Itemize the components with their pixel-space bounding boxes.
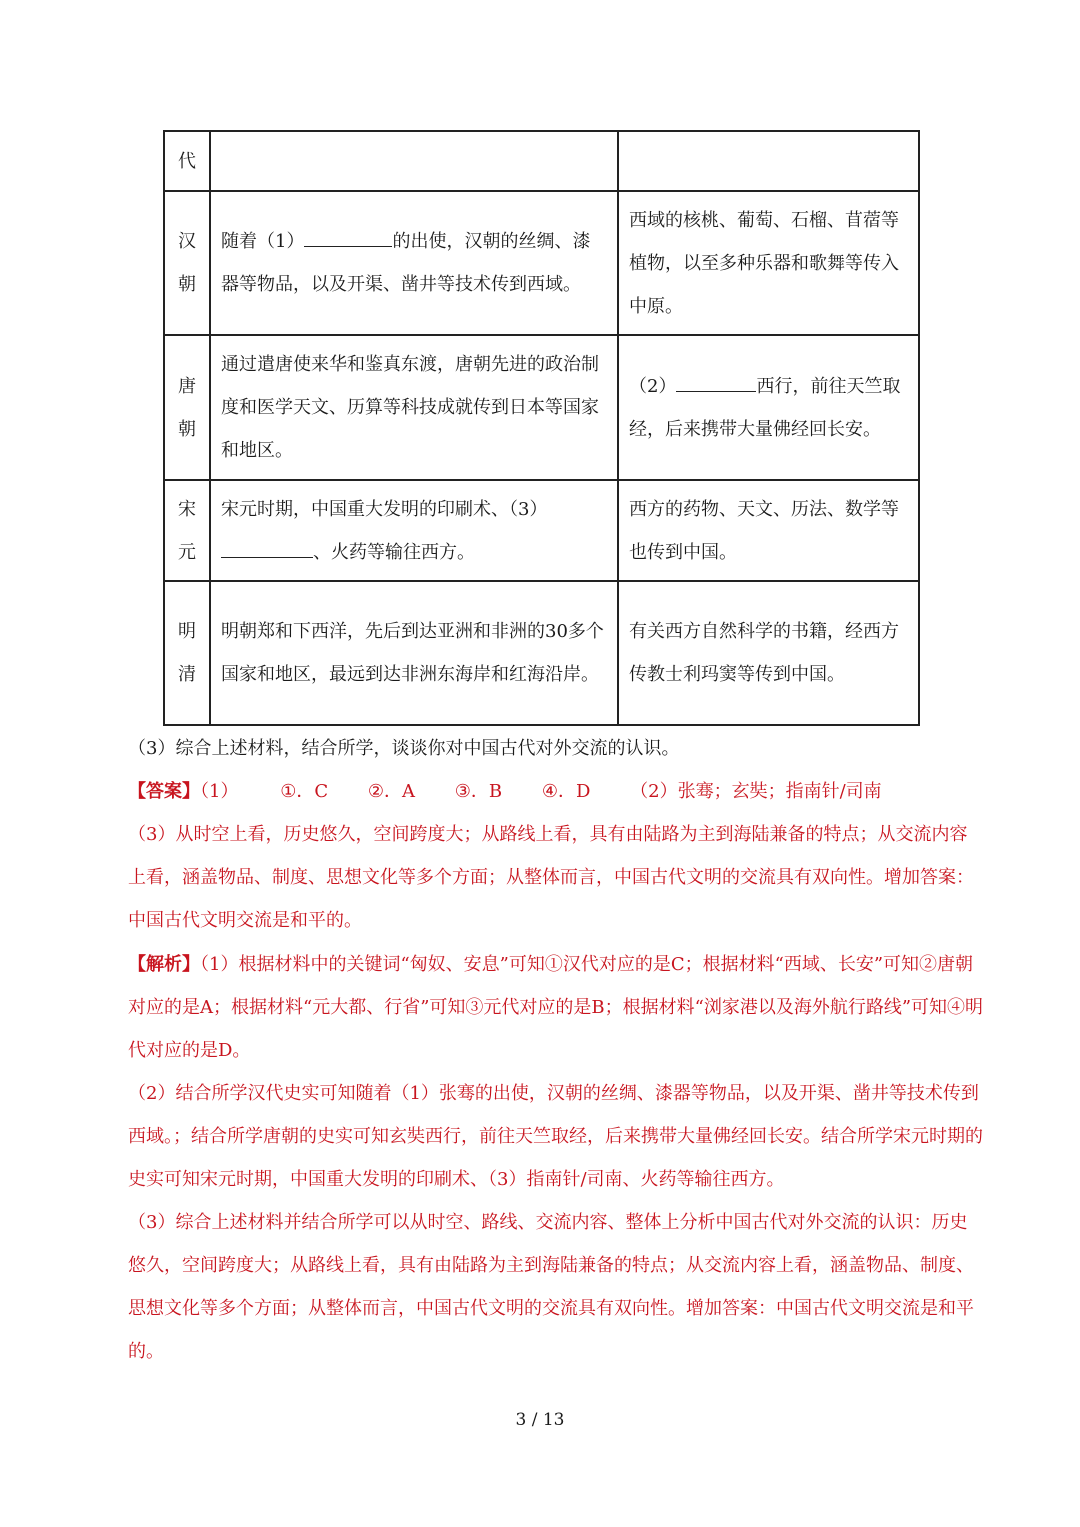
era-cell: 明 清: [164, 581, 210, 725]
china-to-world-cell: 通过遣唐使来华和鉴真东渡，唐朝先进的政治制度和医学天文、历算等科技成就传到日本等国家和地区。: [210, 335, 618, 480]
analysis-label: 【解析】: [128, 954, 200, 975]
answer-block: [128, 770, 985, 942]
answer-item: ①．C: [280, 781, 329, 802]
table-row: [164, 480, 919, 581]
table-header-row: [164, 131, 919, 191]
answer-part3: （3）从时空上看，历史悠久，空间跨度大；从路线上看，具有由陆路为主到海陆兼备的特点；从交流内容上看，涵盖物品、制度、思想文化等多个方面；从整体而言，中国古代文明的交流具有双向性。增加答案：中国古代文明交流是和平的。: [128, 824, 974, 931]
table-row: [164, 581, 919, 725]
analysis-block: [128, 943, 985, 1373]
era-header-cell: 代: [164, 131, 210, 191]
answer-part2: （2）张骞；玄奘；指南针/司南: [630, 781, 882, 802]
answer-item: ④．D: [541, 781, 591, 802]
china-to-world-cell: 宋元时期，中国重大发明的印刷术、（3）、火药等输往西方。: [210, 480, 618, 581]
world-to-china-cell: （2） 西行，前往天竺取经，后来携带大量佛经回长安。: [618, 335, 919, 480]
china-to-world-cell: 随着（1） 的出使，汉朝的丝绸、漆器等物品，以及开渠、凿井等技术传到西域。: [210, 191, 618, 335]
empty-cell: [618, 131, 919, 191]
question-3: （3）综合上述材料，结合所学，谈谈你对中国古代对外交流的认识。: [128, 738, 680, 759]
page-number: 3 / 13: [515, 1410, 565, 1430]
era-cell: 宋 元: [164, 480, 210, 581]
analysis-p2: （2）结合所学汉代史实可知随着（1）张骞的出使，汉朝的丝绸、漆器等物品，以及开渠、凿井等技术传到西域。；结合所学唐朝的史实可知玄奘西行，前往天竺取经，后来携带大量佛经回长安。结合所学宋元时期的史实可知宋元时期，中国重大发明的印刷术、（3）指南针/司南、火药等输往西方。: [128, 1083, 983, 1190]
answer-item: ③．B: [454, 781, 503, 802]
world-to-china-cell: 西域的核桃、葡萄、石榴、苜蓿等植物，以至多种乐器和歌舞等传入中原。: [618, 191, 919, 335]
answer-label: 【答案】: [128, 781, 200, 802]
table-row: [164, 335, 919, 480]
empty-cell: [210, 131, 618, 191]
fill-blank: [304, 226, 392, 247]
analysis-p3: （3）综合上述材料并结合所学可以从时空、路线、交流内容、整体上分析中国古代对外交流的认识：历史悠久，空间跨度大；从路线上看，具有由陆路为主到海陆兼备的特点；从交流内容上看，涵盖物品、制度、思想文化等多个方面；从整体而言，中国古代文明的交流具有双向性。增加答案：中国古代文明交流是和平的。: [128, 1212, 974, 1362]
era-cell: 汉 朝: [164, 191, 210, 335]
analysis-p1: 【解析】（1）根据材料中的关键词“匈奴、安息”可知①汉代对应的是C；根据材料“西域、长安”可知②唐朝对应的是A；根据材料“元大都、行省”可知③元代对应的是B；根据材料“浏家港以及海外航行路线”可知④明代对应的是D。: [128, 954, 984, 1061]
table-row: [164, 191, 919, 335]
exchange-table: [163, 130, 920, 726]
answer-part1-label: （1）: [200, 781, 239, 802]
fill-blank: [221, 537, 313, 558]
era-cell: 唐 朝: [164, 335, 210, 480]
world-to-china-cell: 有关西方自然科学的书籍，经西方传教士利玛窦等传到中国。: [618, 581, 919, 725]
fill-blank: [676, 371, 756, 392]
answer-item: ②．A: [367, 781, 415, 802]
china-to-world-cell: 明朝郑和下西洋，先后到达亚洲和非洲的30多个国家和地区，最远到达非洲东海岸和红海沿岸。: [210, 581, 618, 725]
world-to-china-cell: 西方的药物、天文、历法、数学等也传到中国。: [618, 480, 919, 581]
